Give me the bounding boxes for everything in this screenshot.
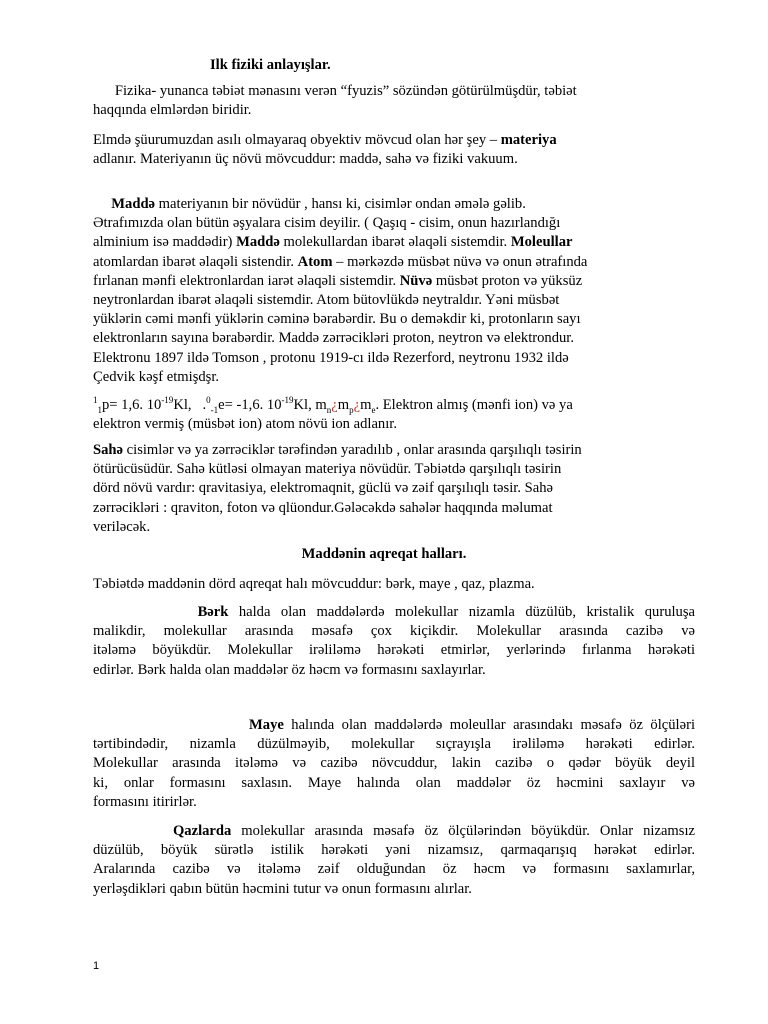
section-heading: Maddənin aqreqat halları. [301,546,467,562]
text-line: atomlardan ibarət əlaqəli sistendir. Atom – mərkəzdə müsbət nüvə və onun ətrafında [93,253,588,270]
matter-definition-paragraph [93,131,695,169]
text-line: formasını itirirlər. [93,793,197,810]
text-line: Bərk halda olan maddələrdə molekullar nizamla düzülüb, kristalik quruluşa [197,604,696,620]
states-intro [93,575,695,594]
text-line: Elmdə şüurumuzdan asılı olmayaraq obyektiv mövcud olan hər şey – materiya [93,132,557,148]
solid-paragraph [93,603,695,680]
text-line: Aralarında cazibə və itələmə zəif olduğundan öz həcm və formasını saxlamırlar, [93,861,695,878]
text-line: zərrəcikləri : qraviton, foton və qlüondur.Gələcəkdə sahələr haqqında məlumat [93,499,553,516]
field-paragraph [93,441,695,537]
text-line: Fizika- yunanca təbiət mənasını verən “fyuzis” sözündən götürülmüşdür, təbiət [114,83,577,99]
text-line: elektronların sayına bərabərdir. Maddə zərrəcikləri proton, neytron və elektrondur. [93,330,574,347]
text-line: itələmə böyükdür. Molekullar irəliləmə hərəkəti etmirlər, yerlərində fırlanma hərəkəti [93,642,695,659]
text-line: Elektronu 1897 ildə Tomson , protonu 1919-cı ildə Rezerford, neytronu 1932 ildə [93,349,569,366]
text-line: Molekullar arasında itələmə və cazibə növcuddur, lakin cazibə o qədər böyük deyil [93,755,695,772]
term-berk: Bərk [197,604,229,620]
text-line: Sahə cisimlər və ya zərrəciklər tərəfindən yaradılıb , onlar arasında qarşılıqlı təsirin [93,442,582,458]
formula-paragraph [93,396,695,434]
intro-paragraph [93,82,695,120]
text-line: fırlanan mənfi elektronlardan iarət əlaqəli sistemdir. Nüvə müsbət proton və yüksüz [93,272,583,289]
text-line: veriləcək. [93,518,151,535]
text-line: Maddə materiyanın bir növüdür , hansı ki, cisimlər ondan əmələ gəlib. [111,196,526,212]
text-line: malikdir, molekullar arasında məsafə çox kiçikdir. Molekullar arasında cazibə və [93,623,695,640]
term-nuve: Nüvə [399,272,433,289]
term-atom: Atom [297,253,333,270]
term-maye: Maye [249,717,284,733]
term-madde: Maddə [111,196,156,212]
formula-line: $^1_1$p= 1,6. $10^{-19}Kl$, .$^0_{-1}$e= -1,6. $10^{-19}Kl$, $m_n¿m_p¿m_e$. Elektron almış (mənfi ion) və ya [93,395,573,415]
text-line: tərtibindədir, nizamla düzülməyib, molekullar sıçrayışla irəliləmə hərəkəti edirlər. [93,736,695,753]
text-line: elektron vermiş (müsbət ion) atom növü ion adlanır. [93,416,397,433]
term-madde: Maddə [236,234,280,251]
text-line: alminium isə maddədir) Maddə molekullardan ibarət əlaqəli sistemdir. Moleullar [93,234,573,251]
text-line: edirlər. Bərk halda olan maddələr öz həcm və formasını saxlayırlar. [93,661,486,678]
text-line: ki, onlar formasını saxlasın. Maye halında olan maddələr öz həcmini saxlayır və [93,774,695,791]
page-number: 1 [93,960,100,972]
substance-paragraph [93,195,695,387]
text-line: ötürücüsüdür. Sahə kütləsi olmayan materiya növüdür. Təbiətdə qarşılıqlı təsirin [93,461,562,478]
text-line: Maye halında olan maddələrdə moleullar arasındakı məsafə öz ölçüləri [249,717,695,733]
liquid-paragraph [93,716,695,812]
term-qazlarda: Qazlarda [172,823,232,839]
text-line: neytronlardan ibarət əlaqəli sistemdir. Atom bütovlükdə neytraldır. Yəni müsbət [93,292,560,309]
term-materiya: materiya [500,132,557,148]
text-line: haqqında elmlərdən biridir. [93,102,252,119]
text-line: Qazlarda molekullar arasında məsafə öz ölçülərindən böyükdür. Onlar nizamsız [172,823,695,839]
text-line: dörd növü vardır: qravitasiya, elektromaqnit, güclü və zəif qarşılıqlı təsir. Sahə [93,480,553,497]
term-sahe: Sahə [93,442,124,458]
document-title: Ilk fiziki anlayışlar. [210,57,331,73]
text-line: yerləşdikləri qabın bütün həcmini tutur və onun formasını alırlar. [93,880,472,897]
text-line: yüklərin cəmi mənfi yüklərin cəminə bərabərdir. Bu o deməkdir ki, protonların sayı [93,311,581,328]
term-moleullar: Moleullar [510,234,573,251]
text-line: düzülüb, böyük sürətlə istilik hərəkəti yəni nizamsız, qarmaqarışıq hərəkət edirlər. [93,842,695,859]
text-line: adlanır. Materiyanın üç növü mövcuddur: maddə, sahə və fiziki vakuum. [93,151,518,168]
gas-paragraph [93,822,695,899]
text-line: Ətrafımızda olan bütün əşyalara cisim deyilir. ( Qaşıq - cisim, onun hazırlandığı [93,215,561,232]
text-line: Çedvik kəşf etmişdşr. [93,368,220,385]
text-line: Təbiətdə maddənin dörd aqreqat halı mövcuddur: bərk, maye , qaz, plazma. [93,576,535,592]
